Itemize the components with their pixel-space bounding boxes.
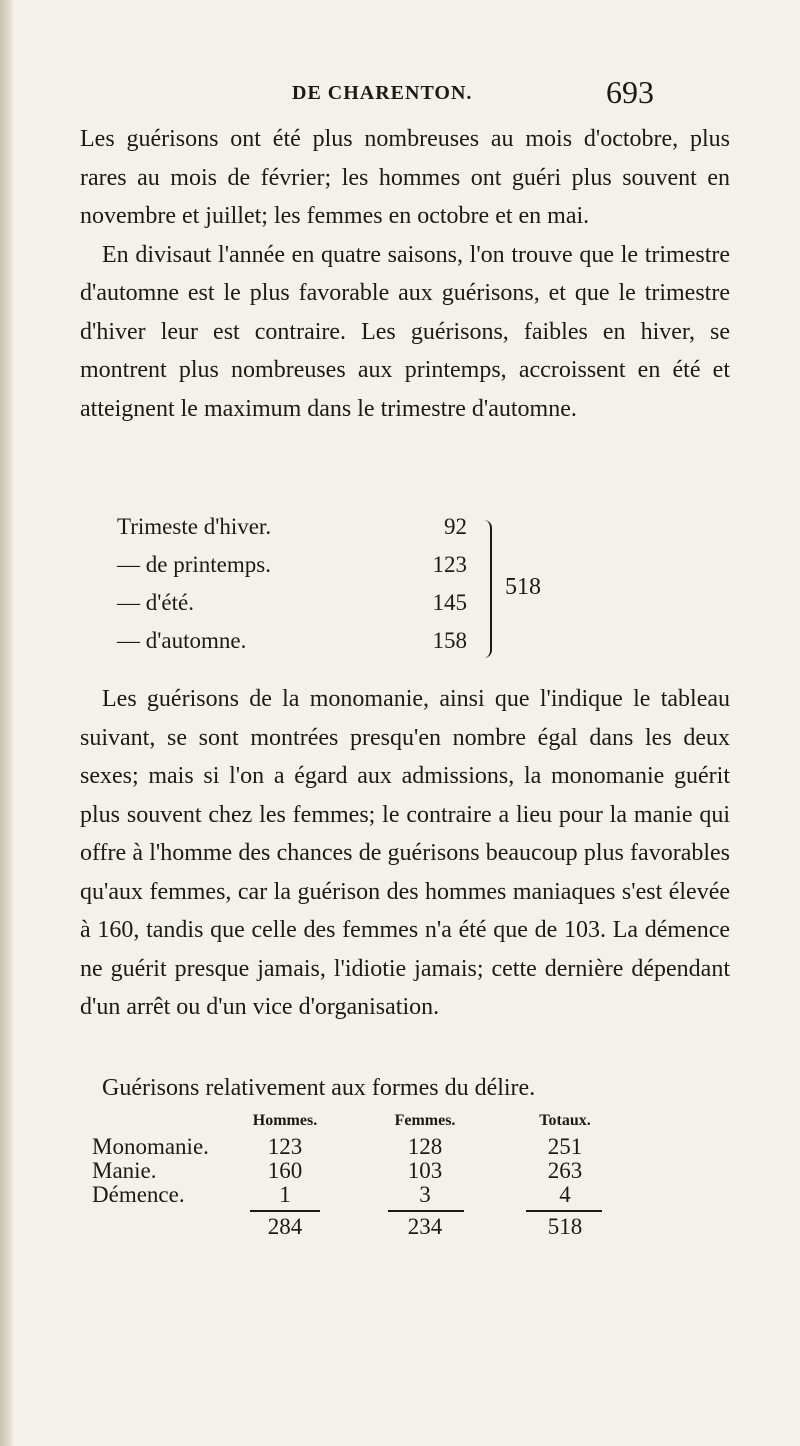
body-text-middle: [80, 680, 730, 1027]
season-label: — de printemps.: [117, 552, 271, 577]
column-header: Hommes.: [252, 1112, 318, 1129]
season-row: [117, 590, 517, 620]
cell: 123: [267, 1134, 303, 1159]
season-value: 123: [432, 552, 467, 577]
cell: 251: [547, 1134, 583, 1159]
cell: 160: [267, 1158, 303, 1183]
column-header: Femmes.: [394, 1112, 456, 1129]
season-row: [117, 628, 517, 658]
sum-rule: [250, 1210, 320, 1212]
season-total: 518: [505, 574, 541, 600]
forms-table: [80, 1110, 730, 1239]
season-table: [117, 514, 597, 674]
season-label: Trimeste d'hiver.: [117, 514, 272, 539]
total-cell: 234: [407, 1214, 443, 1239]
brace: [482, 520, 492, 658]
cell: 128: [407, 1134, 443, 1159]
running-title: DE CHARENTON.: [292, 82, 473, 104]
paragraph: En divisaut l'année en quatre saisons, l'on trouve que le trimestre d'automne est le plus favorable aux guérisons, et que le trimestre d'hiver leur est contraire. Les guérisons, faibles en hiver, se montrent plus nombreuses aux printemps, accroissent en été et atteignent le maximum dans le trimestre d'automne.: [80, 241, 730, 422]
page-binding-edge: [0, 0, 14, 1446]
total-cell: 518: [547, 1214, 583, 1239]
paragraph: Les guérisons ont été plus nombreuses au mois d'octobre, plus rares au mois de février; les hommes ont guéri plus souvent en novembre et juillet; les femmes en octobre et en mai.: [80, 126, 730, 229]
season-label: — d'été.: [117, 590, 194, 615]
cell: 1: [279, 1182, 291, 1207]
sum-rule: [526, 1210, 602, 1212]
paragraph: Les guérisons de la monomanie, ainsi que l'indique le tableau suivant, se sont montrées presqu'en nombre égal dans les deux sexes; mais si l'on a égard aux admissions, la monomanie guérit plus souvent chez les femmes; le contraire a lieu pour la manie qui offre à l'homme des chances de guérisons beaucoup plus favorables qu'aux femmes, car la guérison des hommes maniaques s'est élevée à 160, tandis que celle des femmes n'a été que de 103. La démence ne guérit presque jamais, l'idiotie jamais; cette dernière dépendant d'un arrêt ou d'un vice d'organisation.: [80, 686, 730, 1020]
season-row: [117, 552, 517, 582]
season-row: [117, 514, 517, 544]
totals-row: [80, 1214, 730, 1244]
season-value: 92: [444, 514, 467, 539]
row-label: Manie.: [92, 1158, 157, 1183]
body-text-top: [80, 120, 730, 428]
page-header: [0, 74, 800, 114]
forms-table-title: Guérisons relativement aux formes du délire.: [102, 1075, 536, 1101]
sum-rule: [388, 1210, 464, 1212]
cell: 3: [419, 1182, 431, 1207]
row-label: Démence.: [92, 1182, 185, 1207]
season-value: 158: [432, 628, 467, 653]
page-number: 693: [606, 74, 654, 110]
cell: 263: [547, 1158, 583, 1183]
total-cell: 284: [267, 1214, 303, 1239]
row-label: Monomanie.: [92, 1134, 209, 1159]
table-row: [80, 1182, 730, 1212]
season-value: 145: [432, 590, 467, 615]
cell: 103: [407, 1158, 443, 1183]
cell: 4: [559, 1182, 571, 1207]
column-header: Totaux.: [539, 1112, 591, 1129]
season-label: — d'automne.: [117, 628, 247, 653]
